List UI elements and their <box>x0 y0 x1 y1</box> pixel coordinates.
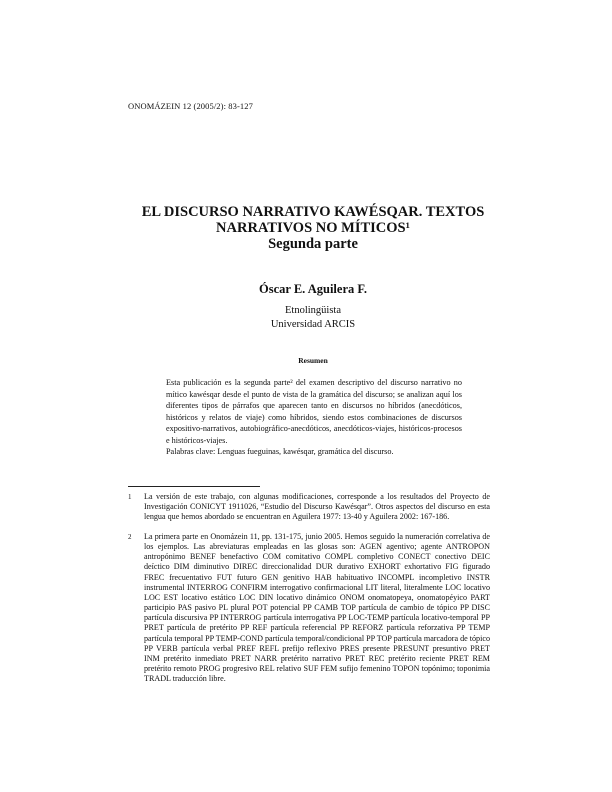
footnote-text: La versión de este trabajo, con algunas modificaciones, corresponde a los resultados del Proyecto de Investigación CONICYT 1911026, “Estudio del Discurso Kawésqar”. Otros aspectos del discurso en esta lengua que hemos abordado se encuentran en Aguilera 1977: 13-40 y Aguilera 2002: 167-186. <box>144 492 490 522</box>
author-institution: Universidad ARCIS <box>270 318 356 330</box>
keywords-text: Lenguas fueguinas, kawésqar, gramática del discurso. <box>217 447 394 456</box>
keywords-label: Palabras clave: <box>166 447 216 456</box>
footnote <box>128 492 490 522</box>
journal-reference: ONOMÁZEIN 12 (2005/2): 83-127 <box>128 101 253 111</box>
abstract-heading: Resumen <box>298 356 328 365</box>
footnote-separator <box>128 486 260 487</box>
keywords <box>166 446 462 458</box>
footnote-number: 2 <box>128 533 132 541</box>
article-title <box>100 204 526 252</box>
footnote-number: 1 <box>128 493 132 501</box>
author-affiliation <box>100 304 526 331</box>
title-line-2: NARRATIVOS NO MÍTICOS¹ <box>216 220 410 236</box>
footnote <box>128 532 490 684</box>
abstract-text: Esta publicación es la segunda parte² del examen descriptivo del discurso narrativo no mítico kawésqar desde el punto de vista de la gramática del discurso; se analizan aquí los diferentes tipos de párrafos que aparecen tanto en discursos no híbridos (anecdóticos, históricos y relatos de viaje) como híbridos, siendo estos combinaciones de discursos expositivo-narrativos, autobiográfico-anecdóticos, anecdóticos-viajes, históricos-procesos e históricos-viajes. <box>166 378 462 445</box>
author-role: Etnolingüista <box>285 305 341 316</box>
author-name: Óscar E. Aguilera F. <box>259 282 367 296</box>
subtitle: Segunda parte <box>268 236 358 252</box>
title-line-1: EL DISCURSO NARRATIVO KAWÉSQAR. TEXTOS <box>141 204 485 220</box>
footnote-text: La primera parte en Onomázein 11, pp. 131-175, junio 2005. Hemos seguido la numeración correlativa de los ejemplos. Las abreviaturas empleadas en las glosas son: AGEN agentivo; agente ANTROPON antropónimo BENEF benefactivo COM comitativo COMPL completivo CONECT conectivo DEIC deíctico DIM diminutivo DIREC direccionalidad DUR durativo EXHORT exhortativo FIG figurado FREC frecuentativo FUT futuro GEN genitivo HAB habituativo INCOMPL incompletivo INSTR instrumental INTERROG CONFIRM interrogativo confirmacional LIT literal, literalmente LOC locativo LOC EST locativo estático LOC DIN locativo dinámico ONOM onomatopeya, onomatopéyico PART participio PAS pasivo PL plural POT potencial PP CAMB TOP partícula de cambio de tópico PP DISC partícula discursiva PP INTERROG partícula interrogativa PP LOC-TEMP partícula locativo-temporal PP PRET partícula de pretérito PP REF partícula referencial PP REFORZ partícula reforzativa PP TEMP partícula temporal PP TEMP-COND partícula temporal/condicional PP TOP partícula marcadora de tópico PP VERB partícula verbal PREF REFL prefijo reflexivo PRES presente PRESUNT presuntivo PRET INM pretérito inmediato PRET NARR pretérito narrativo PRET REC pretérito reciente PRET REM pretérito remoto PROG progresivo REL relativo SUF FEM sufijo femenino TOPON topónimo; toponimia TRADL traducción libre. <box>144 532 490 684</box>
